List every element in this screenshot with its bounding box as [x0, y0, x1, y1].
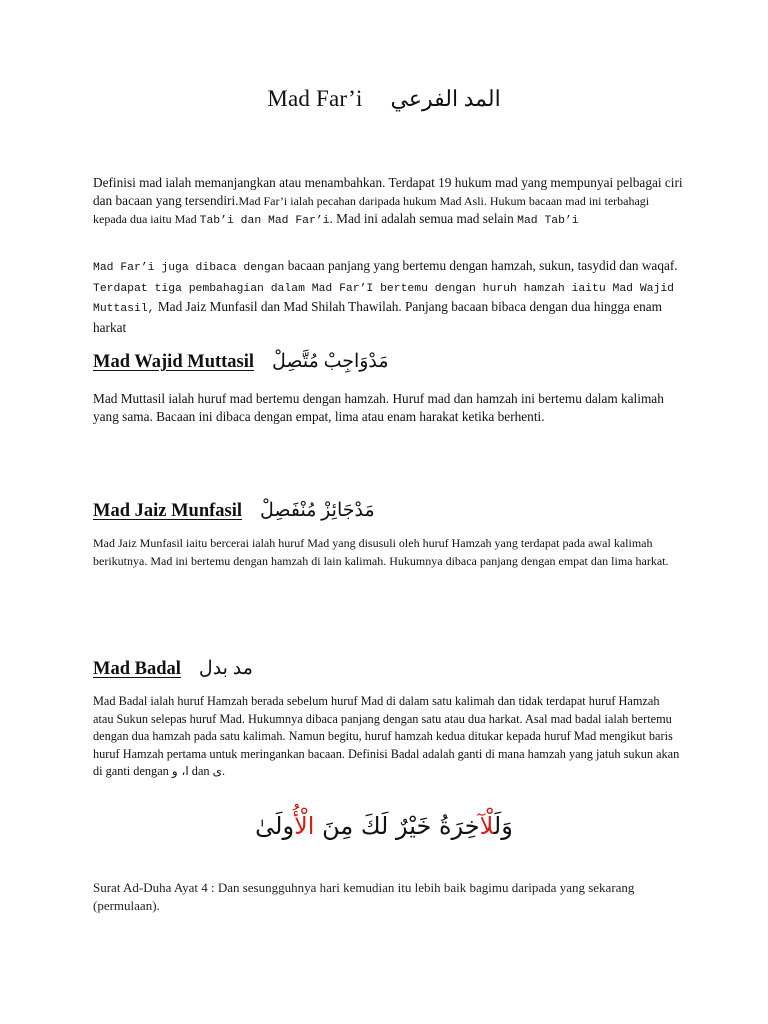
- badal-ya: ى: [212, 764, 223, 779]
- intro-p1-term: Mad Far’i: [238, 193, 288, 208]
- heading-arabic: مَدْوَاجِبْ مُتَّصِلْ: [272, 351, 389, 372]
- heading-arabic: مد بدل: [198, 658, 253, 679]
- heading-text: Mad Jaiz Munfasil: [93, 501, 243, 521]
- intro-p1-text-2: ialah pecahan daripada hukum Mad Asli. Hukum bacaan mad ini terbahagi kepada dua iaitu Mad: [93, 193, 650, 227]
- verse-caption: Surat Ad-Duha Ayat 4 : Dan sesungguhnya hari kemudian itu lebih baik bagimu daripada yang sekarang (permulaan).: [93, 880, 635, 913]
- heading-mad-wajid-muttasil: [93, 350, 389, 373]
- intro-p1-terms: Tab’i dan Mad Far’i: [199, 215, 330, 228]
- intro-p2-text-2: Terdapat tiga pembahagian dalam Mad Far’I bertemu dengan huruh hamzah iaitu Mad Wajid Muttasil,: [93, 282, 675, 316]
- intro-p2-text-3: Mad Jaiz Munfasil dan Mad Shilah Thawilah. Panjang bacaan bibaca dengan dua hingga enam harkat: [93, 299, 663, 335]
- intro-paragraph-1: [93, 174, 683, 231]
- intro-p1-text-3: . Mad ini adalah semua mad selain: [329, 211, 518, 227]
- intro-paragraph-2: [93, 257, 683, 336]
- section-body-jaiz: Mad Jaiz Munfasil iaitu bercerai ialah huruf Mad yang disusuli oleh huruf Hamzah yang terdapat pada awal kalimah berikutnya. Mad ini bertemu dengan hamzah di lain kalimah. Hukumnya dibaca panjang dengan empat dan lima harkat.: [93, 536, 669, 568]
- heading-text: Mad Wajid Muttasil: [93, 352, 255, 372]
- badal-text: Mad Badal ialah huruf Hamzah berada sebelum huruf Mad di dalam satu kalimah dan tidak terdapat huruf Hamzah atau Sukun selepas huruf Mad. Hukumnya dibaca panjang dengan satu atau dua harkat. Asal mad badal ialah bertemu dengan dua hamzah pada satu kalimah. Namun begitu, huruf hamzah kedua ditukar kepada huruf Mad mengikut baris huruf Hamzah pertama untuk meringankan bacaan. Definisi Badal adalah ganti di mana hamzah yang jatuh sukun akan di ganti dengan: [93, 694, 680, 779]
- verse-highlight: الْأُ: [294, 812, 315, 840]
- title-arabic: المد الفرعي: [390, 86, 501, 111]
- intro-p1-term-end: Mad Tab’i: [517, 215, 579, 228]
- heading-arabic: مَدْجَائِزْ مُنْفَصِلْ: [260, 500, 375, 521]
- verse-highlight: لْآ: [479, 812, 494, 840]
- verse-part: ولَىٰ: [255, 812, 295, 840]
- verse-part: خِرَةُ خَيْرٌ لَكَ مِنَ: [314, 812, 480, 840]
- heading-text: Mad Badal: [93, 659, 181, 679]
- heading-mad-jaiz-munfasil: [93, 499, 375, 522]
- intro-p2-lead: Mad Far’i juga dibaca dengan: [93, 262, 285, 274]
- intro-p2-text: bacaan panjang yang bertemu dengan hamzah, sukun, tasydid dan waqaf.: [284, 258, 678, 273]
- section-body-badal: [93, 693, 683, 781]
- section-body-wajid: Mad Muttasil ialah huruf mad bertemu dengan hamzah. Huruf mad dan hamzah ini bertemu dalam kalimah yang sama. Bacaan ini dibaca dengan empat, lima atau enam harakat ketika berhenti.: [93, 391, 664, 424]
- page-title: [0, 86, 768, 112]
- intro-p1-text: Definisi mad ialah memanjangkan atau menambahkan. Terdapat 19 hukum mad yang mempunyai pelbagai ciri dan bacaan yang tersendiri.: [93, 175, 683, 208]
- quran-verse: [0, 812, 768, 840]
- title-latin: Mad Far’i: [267, 86, 363, 111]
- heading-mad-badal: [93, 657, 253, 680]
- badal-end: .: [222, 764, 226, 779]
- badal-letters: ا، و: [171, 764, 189, 779]
- badal-dan: dan: [188, 764, 213, 779]
- verse-part: وَلَ: [493, 812, 513, 840]
